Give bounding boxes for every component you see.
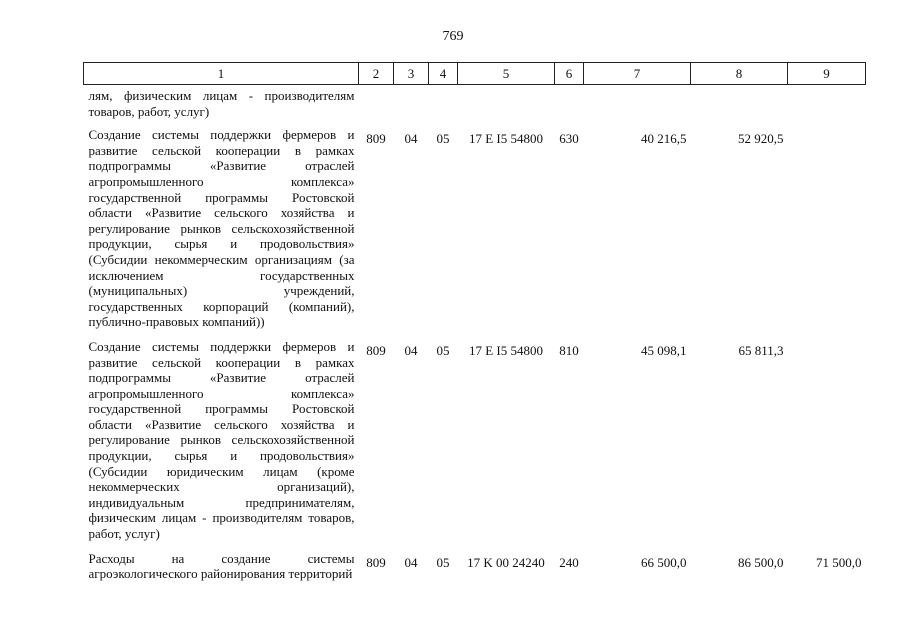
- row-target-article: 17 K 00 24240: [467, 554, 545, 570]
- row-target-article: 17 E I5 54800: [468, 131, 544, 147]
- page-number: 769: [442, 29, 464, 44]
- header-col-1: 1: [84, 63, 359, 85]
- row-subsection: 05: [436, 342, 450, 358]
- row-value-2: 65 811,3: [738, 342, 784, 358]
- row-subsection: 05: [436, 554, 450, 570]
- header-col-8: 8: [691, 63, 788, 85]
- row-value-3: [788, 85, 866, 128]
- row-value-2: 52 920,5: [738, 131, 784, 147]
- header-col-7: 7: [584, 63, 691, 85]
- row-section: [394, 85, 429, 128]
- row-value-2: [691, 85, 788, 128]
- row-description: Создание системы поддержки фермеров и развитие сельской кооперации в рамках подпрограммы «Развитие отраслей агропромышленного комплекса» государственной программы Ростовской области «Развитие сельского хозяйства и регулирование рынков сельскохозяйственной продукции, сырья и продовольствия» (Субсидии некоммерческим организациям (за исключением государственных (муниципальных) учреждений, государственных корпораций (компаний), публично-правовых компаний)): [88, 127, 355, 330]
- row-section: 04: [404, 554, 418, 570]
- row-value-2: 86 500,0: [738, 554, 784, 570]
- table-row: [84, 85, 866, 128]
- header-col-2: 2: [359, 63, 394, 85]
- row-subsection: [429, 85, 458, 128]
- row-ministry: 809: [366, 131, 386, 147]
- row-description: Создание системы поддержки фермеров и развитие сельской кооперации в рамках подпрограммы «Развитие отраслей агропромышленного комплекса» государственной программы Ростовской области «Развитие сельского хозяйства и регулирование рынков сельскохозяйственной продукции, сырья и продовольствия» (Субсидии юридическим лицам (кроме некоммерческих организаций), индивидуальным предпринимателям, физическим лицам - производителям товаров, работ, услуг): [88, 338, 355, 542]
- row-section: 04: [404, 131, 418, 147]
- row-value-3: 71 500,0: [816, 554, 862, 570]
- row-expense-type: [555, 85, 584, 128]
- header-row: [84, 63, 866, 85]
- header-col-9: 9: [788, 63, 866, 85]
- row-value-1: [584, 85, 691, 128]
- row-value-3: [788, 127, 866, 339]
- budget-table: [83, 62, 866, 591]
- row-description: Расходы на создание системы агроэкологического районирования территорий: [88, 550, 355, 582]
- row-expense-type: 810: [559, 342, 579, 358]
- row-ministry: [359, 85, 394, 128]
- row-value-3: [788, 339, 866, 551]
- row-target-article: 17 E I5 54800: [468, 342, 544, 358]
- table-row: [84, 339, 866, 551]
- table-row: [84, 551, 866, 591]
- row-section: 04: [404, 342, 418, 358]
- row-value-1: 40 216,5: [641, 131, 687, 147]
- row-value-1: 45 098,1: [641, 342, 687, 358]
- row-expense-type: 630: [559, 131, 579, 147]
- header-col-4: 4: [429, 63, 458, 85]
- header-col-5: 5: [458, 63, 555, 85]
- row-description: лям, физическим лицам - производителям товаров, работ, услуг): [88, 88, 355, 119]
- row-subsection: 05: [436, 131, 450, 147]
- row-expense-type: 240: [559, 554, 579, 570]
- header-col-3: 3: [394, 63, 429, 85]
- row-target-article: [458, 85, 555, 128]
- table-row: [84, 127, 866, 339]
- row-ministry: 809: [366, 554, 386, 570]
- row-ministry: 809: [366, 342, 386, 358]
- header-col-6: 6: [555, 63, 584, 85]
- row-value-1: 66 500,0: [641, 554, 687, 570]
